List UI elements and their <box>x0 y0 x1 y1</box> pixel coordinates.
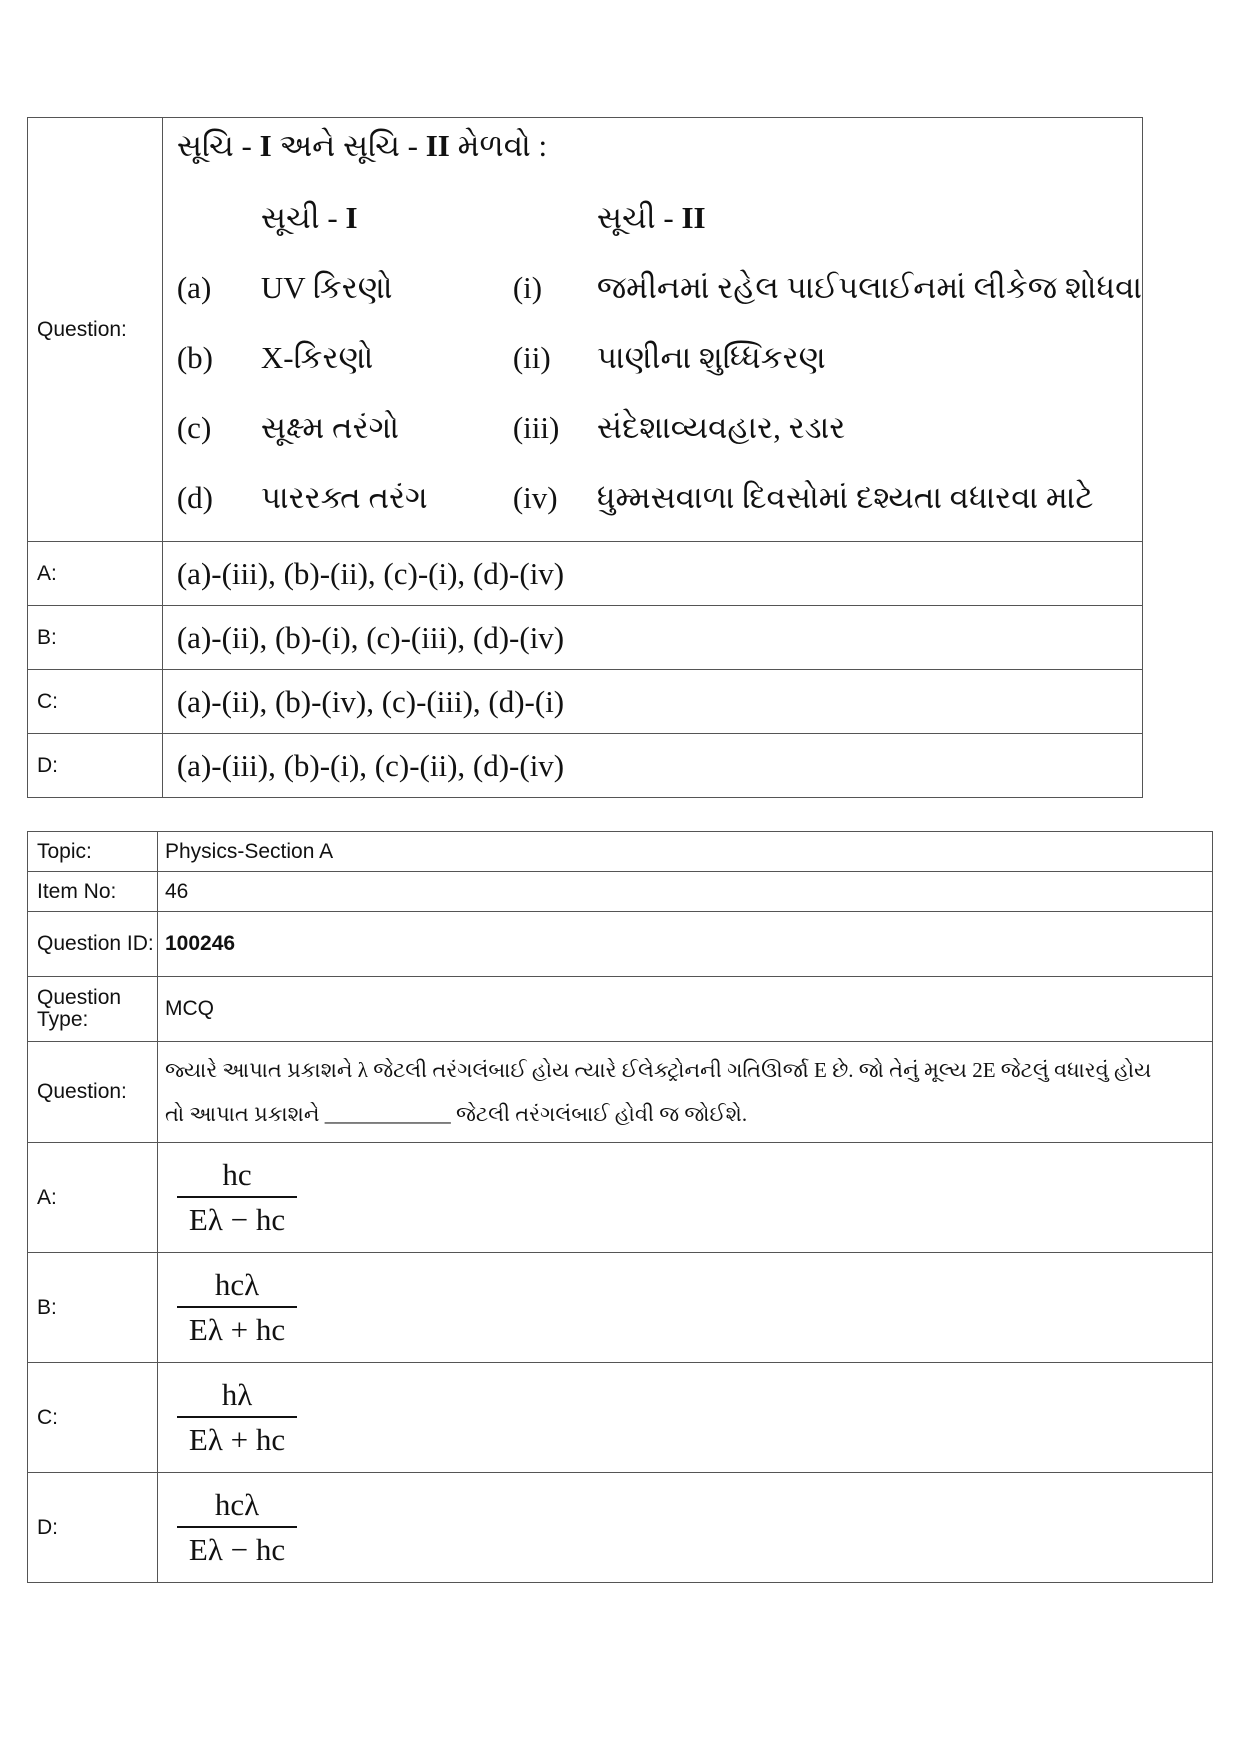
option-text: (a)-(ii), (b)-(iv), (c)-(iii), (d)-(i) <box>162 670 1142 734</box>
list-1-key: (d) <box>176 480 214 515</box>
option-label: A: <box>28 1143 158 1253</box>
fraction-denominator: Eλ − hc <box>188 1202 286 1237</box>
list-2-header-text: સૂચી - <box>596 200 682 235</box>
question-line: જ્યારે આપાત પ્રકાશને λ જેટલી તરંગલંબાઈ હોય ત્યારે ઈલેક્ટ્રોનની ગતિઊર્જા E છે. જો તેનું મૂલ્ય 2E જેટલું વધારવું હોય <box>165 1058 1152 1082</box>
list-1-item: UV કિરણો <box>260 270 393 305</box>
option-row-d <box>28 1473 1213 1583</box>
list-1-item: X-કિરણો <box>260 340 374 375</box>
option-text: (a)-(iii), (b)-(i), (c)-(ii), (d)-(iv) <box>162 734 1142 798</box>
option-row-c <box>28 1363 1213 1473</box>
option-row-c <box>28 670 1143 734</box>
list-1-key: (c) <box>176 410 212 445</box>
question-table-2 <box>27 831 1213 1583</box>
option-label: D: <box>28 1473 158 1583</box>
option-row-d <box>28 734 1143 798</box>
fraction <box>177 1377 297 1458</box>
title-part: અને સૂચિ - <box>271 128 426 163</box>
item-no-row <box>28 872 1213 912</box>
topic-row <box>28 832 1213 872</box>
fraction-denominator: Eλ + hc <box>188 1312 286 1347</box>
list-1-key: (a) <box>176 270 212 305</box>
question-id-row <box>28 912 1213 977</box>
fraction-numerator: hcλ <box>214 1487 260 1522</box>
option-row-a <box>28 1143 1213 1253</box>
question-text <box>158 1042 1213 1143</box>
list-2-item: જમીનમાં રહેલ પાઈપલાઈનમાં લીકેજ શોધવા <box>596 270 1142 305</box>
question-type-value: MCQ <box>158 977 1213 1042</box>
question-table-1 <box>27 117 1143 798</box>
fraction <box>177 1487 297 1568</box>
list-1-item: સૂક્ષ્મ તરંગો <box>260 410 399 445</box>
option-formula-cell <box>158 1363 1213 1473</box>
topic-value: Physics-Section A <box>158 832 1213 872</box>
fraction-numerator: hc <box>222 1157 252 1192</box>
list-2-key: (iv) <box>512 480 558 515</box>
option-formula-cell <box>158 1253 1213 1363</box>
title-part: મેળવો : <box>449 128 548 163</box>
question-type-label: Question Type: <box>28 977 158 1042</box>
option-label: D: <box>28 734 163 798</box>
list-2-item: પાણીના શુધ્ધિકરણ <box>596 340 826 375</box>
question-row <box>28 1042 1213 1143</box>
list-2-key: (iii) <box>512 410 560 445</box>
list-2-header <box>597 183 1142 253</box>
fraction-numerator: hλ <box>221 1377 253 1412</box>
list-1-header <box>261 183 513 253</box>
option-label: C: <box>28 1363 158 1473</box>
fraction <box>177 1157 297 1238</box>
match-list <box>177 183 1142 533</box>
fraction-denominator: Eλ − hc <box>188 1532 286 1567</box>
option-text: (a)-(ii), (b)-(i), (c)-(iii), (d)-(iv) <box>162 606 1142 670</box>
option-label: A: <box>28 542 163 606</box>
question-id-value: 100246 <box>158 912 1213 977</box>
option-formula-cell <box>158 1473 1213 1583</box>
item-no-label: Item No: <box>28 872 158 912</box>
option-row-a <box>28 542 1143 606</box>
topic-label: Topic: <box>28 832 158 872</box>
option-label: B: <box>28 606 163 670</box>
list-1-item: પારરક્ત તરંગ <box>260 480 428 515</box>
question-title <box>177 128 1142 165</box>
question-line: તો આપાત પ્રકાશને ____________ જેટલી તરંગલંબાઈ હોવી જ જોઈશે. <box>165 1102 748 1126</box>
option-row-b <box>28 1253 1213 1363</box>
item-no-value: 46 <box>158 872 1213 912</box>
fraction-denominator: Eλ + hc <box>188 1422 286 1457</box>
list-2-item: સંદેશાવ્યવહાર, રડાર <box>596 410 846 445</box>
list-2-key: (ii) <box>512 340 551 375</box>
question-label: Question: <box>28 118 163 542</box>
option-label: B: <box>28 1253 158 1363</box>
question-row <box>28 118 1143 542</box>
list-2-item: ધુમ્મસવાળા દિવસોમાં દશ્યતા વધારવા માટે <box>596 480 1094 515</box>
option-formula-cell <box>158 1143 1213 1253</box>
title-list-ii: II <box>425 128 450 163</box>
list-1-header-text: સૂચી - <box>260 200 346 235</box>
option-label: C: <box>28 670 163 734</box>
question-label: Question: <box>28 1042 158 1143</box>
fraction <box>177 1267 297 1348</box>
question-content <box>162 118 1142 542</box>
title-part: સૂચિ - <box>176 128 260 163</box>
list-2-header-num: II <box>681 200 706 235</box>
option-row-b <box>28 606 1143 670</box>
list-1-key: (b) <box>176 340 214 375</box>
title-list-i: I <box>259 128 272 163</box>
list-1-header-num: I <box>345 200 358 235</box>
question-id-label: Question ID: <box>28 912 158 977</box>
question-type-row <box>28 977 1213 1042</box>
fraction-numerator: hcλ <box>214 1267 260 1302</box>
option-text: (a)-(iii), (b)-(ii), (c)-(i), (d)-(iv) <box>162 542 1142 606</box>
list-2-key: (i) <box>512 270 543 305</box>
